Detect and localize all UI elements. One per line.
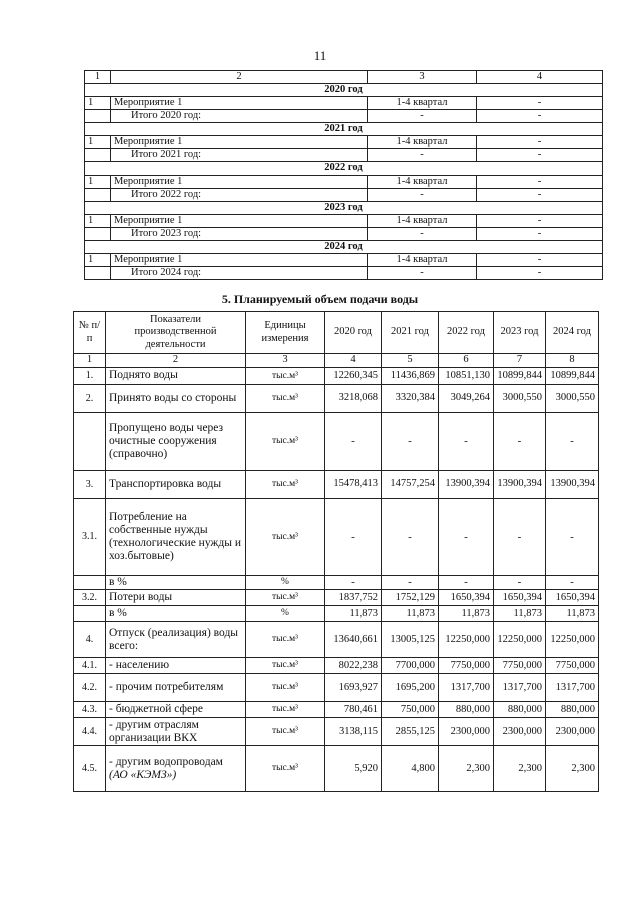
indicator-row: [74, 385, 599, 413]
year-value: 7700,000: [382, 658, 439, 674]
year-value: 3049,264: [439, 385, 494, 413]
unit: %: [246, 576, 325, 590]
measure-row: [85, 136, 603, 149]
total-label: Итого 2023 год:: [111, 227, 368, 240]
row-number: 4.5.: [74, 746, 106, 792]
year-value: 780,461: [325, 702, 382, 718]
year-value: 11,873: [325, 606, 382, 622]
indicator-row: [74, 499, 599, 576]
indicator-name-text: Поднято воды: [109, 369, 178, 382]
page-number: 11: [313, 48, 327, 63]
year-value: 10899,844: [494, 368, 546, 385]
total-label: Итого 2022 год:: [111, 188, 368, 201]
water-header-cell: 2024 год: [546, 312, 599, 354]
measure-row: [85, 253, 603, 266]
unit: тыс.м³: [246, 622, 325, 658]
year-value: 11,873: [494, 606, 546, 622]
row-number: 4.4.: [74, 718, 106, 746]
measure-value: -: [477, 214, 603, 227]
year-value: 2300,000: [494, 718, 546, 746]
row-number: 4.3.: [74, 702, 106, 718]
total-period: -: [368, 227, 477, 240]
measure-row: [85, 97, 603, 110]
column-number-cell: 8: [546, 354, 599, 368]
year-label: 2020 год: [85, 84, 603, 97]
indicator-name: [106, 368, 246, 385]
measure-value: -: [477, 136, 603, 149]
measure-number: 1: [85, 97, 111, 110]
year-label: 2021 год: [85, 123, 603, 136]
measure-number: 1: [85, 136, 111, 149]
indicator-name: [106, 499, 246, 576]
unit: тыс.м³: [246, 590, 325, 606]
indicator-name-text: - другим водопроводам: [109, 755, 223, 768]
measures-header-cell: 1: [85, 71, 111, 84]
year-value: -: [382, 413, 439, 471]
total-number: [85, 149, 111, 162]
indicator-name: [106, 658, 246, 674]
unit: тыс.м³: [246, 471, 325, 499]
unit: тыс.м³: [246, 368, 325, 385]
indicator-row: [74, 413, 599, 471]
unit: тыс.м³: [246, 746, 325, 792]
year-value: 15478,413: [325, 471, 382, 499]
total-number: [85, 110, 111, 123]
indicator-name: [106, 590, 246, 606]
year-value: -: [494, 576, 546, 590]
water-column-numbers-row: [74, 354, 599, 368]
measure-row: [85, 214, 603, 227]
year-value: 12250,000: [546, 622, 599, 658]
year-value: 750,000: [382, 702, 439, 718]
year-value: 4,800: [382, 746, 439, 792]
total-row: [85, 149, 603, 162]
year-value: 3218,068: [325, 385, 382, 413]
indicator-name: [106, 385, 246, 413]
measures-header-cell: 4: [477, 71, 603, 84]
year-value: 1650,394: [494, 590, 546, 606]
year-value: 880,000: [494, 702, 546, 718]
unit: тыс.м³: [246, 718, 325, 746]
year-value: 2,300: [546, 746, 599, 792]
year-row: [85, 123, 603, 136]
total-label: Итого 2020 год:: [111, 110, 368, 123]
year-value: -: [546, 576, 599, 590]
year-value: 3000,550: [546, 385, 599, 413]
year-value: 880,000: [546, 702, 599, 718]
measure-name: Мероприятие 1: [111, 136, 368, 149]
indicator-name-text: - другим отраслям организации ВКХ: [109, 718, 199, 744]
measure-name: Мероприятие 1: [111, 214, 368, 227]
indicator-row: [74, 702, 599, 718]
measures-header-cell: 3: [368, 71, 477, 84]
year-value: -: [494, 413, 546, 471]
year-value: -: [439, 413, 494, 471]
year-value: 11,873: [546, 606, 599, 622]
column-number-cell: 6: [439, 354, 494, 368]
indicator-name: [106, 674, 246, 702]
total-row: [85, 266, 603, 279]
measures-table-body: [85, 71, 603, 280]
indicator-row: [74, 674, 599, 702]
measure-value: -: [477, 253, 603, 266]
indicator-row: [74, 718, 599, 746]
total-value: -: [477, 110, 603, 123]
total-period: -: [368, 266, 477, 279]
unit: тыс.м³: [246, 499, 325, 576]
year-value: -: [546, 499, 599, 576]
year-value: 3000,550: [494, 385, 546, 413]
year-label: 2022 год: [85, 162, 603, 175]
year-value: -: [494, 499, 546, 576]
column-number-cell: 4: [325, 354, 382, 368]
total-period: -: [368, 110, 477, 123]
total-row: [85, 110, 603, 123]
indicator-row: [74, 368, 599, 385]
year-row: [85, 240, 603, 253]
total-value: -: [477, 227, 603, 240]
year-value: -: [439, 576, 494, 590]
unit: тыс.м³: [246, 702, 325, 718]
water-header-cell: Единицы измерения: [246, 312, 325, 354]
measure-period: 1-4 квартал: [368, 136, 477, 149]
year-value: 2300,000: [546, 718, 599, 746]
measure-number: 1: [85, 214, 111, 227]
year-value: 5,920: [325, 746, 382, 792]
row-number: [74, 576, 106, 590]
indicator-name-text: Принято воды со стороны: [109, 391, 237, 404]
year-value: 11436,869: [382, 368, 439, 385]
year-label: 2023 год: [85, 201, 603, 214]
year-value: 11,873: [382, 606, 439, 622]
year-label: 2024 год: [85, 240, 603, 253]
indicator-name-text: Транспортировка воды: [109, 477, 222, 490]
indicator-name-text: в %: [109, 576, 127, 588]
column-number-cell: 5: [382, 354, 439, 368]
year-value: 3138,115: [325, 718, 382, 746]
year-value: 8022,238: [325, 658, 382, 674]
year-row: [85, 162, 603, 175]
year-value: 12250,000: [494, 622, 546, 658]
total-period: -: [368, 188, 477, 201]
year-value: -: [546, 413, 599, 471]
year-value: 13900,394: [546, 471, 599, 499]
indicator-name: [106, 746, 246, 792]
total-number: [85, 188, 111, 201]
measure-name: Мероприятие 1: [111, 253, 368, 266]
unit: тыс.м³: [246, 413, 325, 471]
measure-period: 1-4 квартал: [368, 214, 477, 227]
measure-value: -: [477, 175, 603, 188]
year-value: 2,300: [439, 746, 494, 792]
row-number: 2.: [74, 385, 106, 413]
year-value: 3320,384: [382, 385, 439, 413]
indicator-name: [106, 413, 246, 471]
measure-name: Мероприятие 1: [111, 97, 368, 110]
year-value: 11,873: [439, 606, 494, 622]
indicator-name-text: в %: [109, 607, 127, 620]
measure-name: Мероприятие 1: [111, 175, 368, 188]
unit: %: [246, 606, 325, 622]
unit: тыс.м³: [246, 658, 325, 674]
water-header-cell: № п/п: [74, 312, 106, 354]
indicator-row: [74, 606, 599, 622]
row-number: [74, 413, 106, 471]
indicator-row: [74, 590, 599, 606]
water-header-cell: 2020 год: [325, 312, 382, 354]
indicator-name: [106, 576, 246, 590]
year-value: 7750,000: [494, 658, 546, 674]
indicator-name: [106, 471, 246, 499]
indicator-row: [74, 622, 599, 658]
year-value: -: [325, 576, 382, 590]
year-value: 13900,394: [494, 471, 546, 499]
section-title: 5. Планируемый объем подачи воды: [221, 292, 419, 306]
total-value: -: [477, 266, 603, 279]
year-value: 1693,927: [325, 674, 382, 702]
row-number: 1.: [74, 368, 106, 385]
measure-period: 1-4 квартал: [368, 175, 477, 188]
indicator-name-text: - прочим потребителям: [109, 681, 224, 694]
row-number: 4.: [74, 622, 106, 658]
year-value: 2855,125: [382, 718, 439, 746]
measures-table: [84, 70, 603, 280]
year-row: [85, 84, 603, 97]
year-value: -: [325, 499, 382, 576]
indicator-name: [106, 702, 246, 718]
unit: тыс.м³: [246, 674, 325, 702]
total-label: Итого 2021 год:: [111, 149, 368, 162]
column-number-cell: 2: [106, 354, 246, 368]
indicator-row: [74, 746, 599, 792]
year-value: 13640,661: [325, 622, 382, 658]
measure-period: 1-4 квартал: [368, 253, 477, 266]
unit: тыс.м³: [246, 385, 325, 413]
total-label: Итого 2024 год:: [111, 266, 368, 279]
total-value: -: [477, 188, 603, 201]
indicator-name-text: Потери воды: [109, 591, 173, 604]
year-value: 880,000: [439, 702, 494, 718]
indicator-row: [74, 471, 599, 499]
total-number: [85, 266, 111, 279]
water-header-cell: Показатели производственной деятельности: [106, 312, 246, 354]
total-period: -: [368, 149, 477, 162]
year-value: 12260,345: [325, 368, 382, 385]
water-header-cell: 2021 год: [382, 312, 439, 354]
indicator-name: [106, 622, 246, 658]
row-number: [74, 606, 106, 622]
year-value: 1695,200: [382, 674, 439, 702]
measure-number: 1: [85, 253, 111, 266]
year-value: -: [382, 499, 439, 576]
year-value: 13900,394: [439, 471, 494, 499]
measure-value: -: [477, 97, 603, 110]
row-number: 4.2.: [74, 674, 106, 702]
indicator-name: [106, 606, 246, 622]
year-row: [85, 201, 603, 214]
measure-number: 1: [85, 175, 111, 188]
measure-row: [85, 175, 603, 188]
water-supply-table: [73, 311, 599, 792]
measures-header-cell: 2: [111, 71, 368, 84]
indicator-name-note: (АО «КЭМЗ»): [109, 768, 177, 781]
water-supply-table-body: [74, 312, 599, 792]
indicator-name-text: - населению: [109, 659, 170, 672]
row-number: 3.1.: [74, 499, 106, 576]
measure-period: 1-4 квартал: [368, 97, 477, 110]
total-row: [85, 227, 603, 240]
year-value: -: [439, 499, 494, 576]
indicator-name-text: Потребление на собственные нужды (технологические нужды и хоз.бытовые): [109, 510, 241, 563]
indicator-name-text: - бюджетной сфере: [109, 703, 203, 716]
year-value: -: [325, 413, 382, 471]
year-value: -: [382, 576, 439, 590]
indicator-name-text: Отпуск (реализация) воды всего:: [109, 626, 239, 652]
row-number: 4.1.: [74, 658, 106, 674]
year-value: 2300,000: [439, 718, 494, 746]
total-row: [85, 188, 603, 201]
column-number-cell: 3: [246, 354, 325, 368]
water-header-cell: 2023 год: [494, 312, 546, 354]
column-number-cell: 1: [74, 354, 106, 368]
year-value: 1317,700: [439, 674, 494, 702]
total-number: [85, 227, 111, 240]
year-value: 10899,844: [546, 368, 599, 385]
year-value: 1317,700: [546, 674, 599, 702]
year-value: 10851,130: [439, 368, 494, 385]
row-number: 3.: [74, 471, 106, 499]
water-header-row: [74, 312, 599, 354]
indicator-name: [106, 718, 246, 746]
year-value: 12250,000: [439, 622, 494, 658]
year-value: 2,300: [494, 746, 546, 792]
year-value: 1650,394: [439, 590, 494, 606]
total-value: -: [477, 149, 603, 162]
column-number-cell: 7: [494, 354, 546, 368]
indicator-row: [74, 576, 599, 590]
year-value: 13005,125: [382, 622, 439, 658]
indicator-name-text: Пропущено воды через очистные сооружения (справочно): [109, 421, 224, 461]
year-value: 7750,000: [439, 658, 494, 674]
year-value: 1650,394: [546, 590, 599, 606]
year-value: 1752,129: [382, 590, 439, 606]
row-number: 3.2.: [74, 590, 106, 606]
year-value: 1837,752: [325, 590, 382, 606]
indicator-row: [74, 658, 599, 674]
water-header-cell: 2022 год: [439, 312, 494, 354]
year-value: 1317,700: [494, 674, 546, 702]
year-value: 7750,000: [546, 658, 599, 674]
measures-header-row: [85, 71, 603, 84]
year-value: 14757,254: [382, 471, 439, 499]
